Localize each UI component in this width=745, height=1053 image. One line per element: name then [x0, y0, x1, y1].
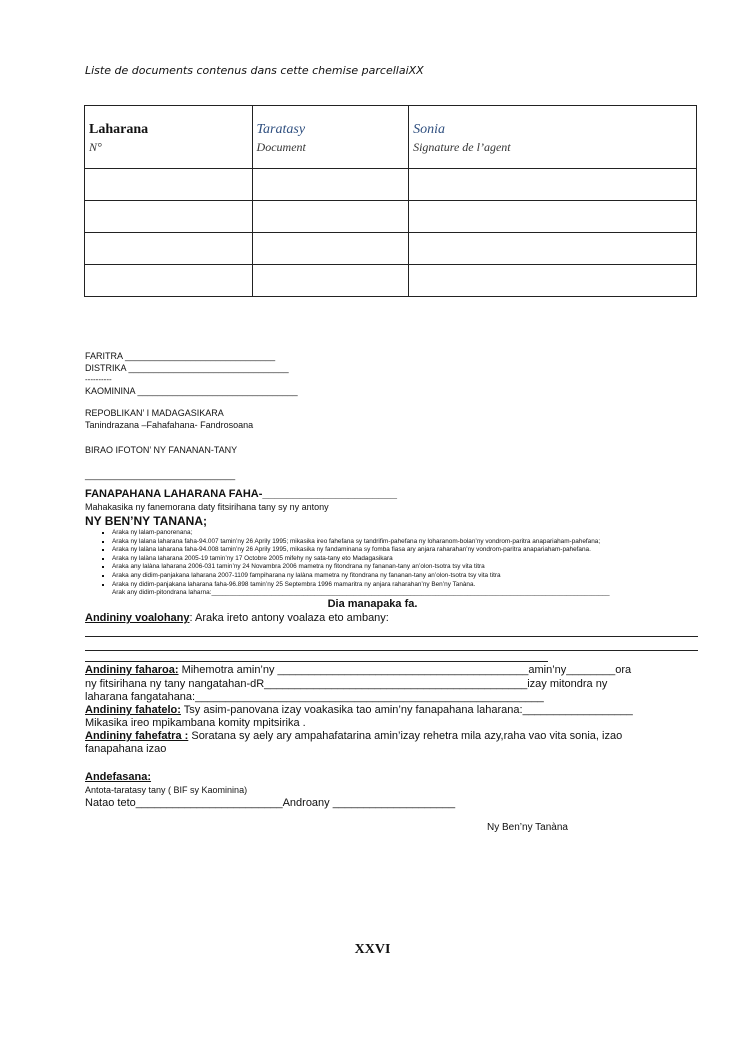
distrika-line: DISTRIKA ________________________________: [85, 363, 289, 373]
table-row: [85, 201, 697, 233]
decree-subtitle: Mahakasika ny fanemorana daty fitsirihana tany sy ny antony: [85, 502, 329, 512]
article-text: Tsy asim-panovana izay voakasika tao amin’ny fanapahana laharana:__________________: [180, 704, 633, 716]
table-cell[interactable]: [85, 265, 253, 297]
article-text: : Araka ireto antony voalaza eto ambany:: [189, 612, 389, 624]
article-3-continued: Mikasika ireo mpikambana komity mpitsirika .: [85, 717, 306, 729]
header-cell-number: [85, 106, 253, 169]
documents-table: [84, 105, 697, 297]
dashes: ----------: [85, 375, 112, 384]
list-item: ▪ Araka ny lalàna laharana 2005-19 tamin’ny 17 Octobre 2005 mifehy ny sata-tany eto Madagasikara: [112, 555, 712, 564]
header-main: Taratasy: [256, 122, 306, 137]
header-main: Laharana: [89, 122, 149, 137]
header-main: Sonia: [413, 122, 445, 137]
article-4-continued: fanapahana izao: [85, 743, 167, 755]
header-cell-signature: [409, 106, 697, 169]
table-row: [85, 233, 697, 265]
table-cell[interactable]: [409, 169, 697, 201]
signed-at-line: Natao teto________________________Androany ____________________: [85, 797, 456, 809]
annex-title: Andefasana:: [85, 771, 152, 783]
table-cell[interactable]: [85, 233, 253, 265]
legal-references-list: [100, 529, 712, 598]
decree-title: FANAPAHANA LAHARANA FAHA-______________________: [85, 488, 398, 500]
table-cell[interactable]: [252, 201, 409, 233]
article-1: [85, 612, 389, 624]
list-item: ▪ Araka any lalàna laharana 2006-031 tamin’ny 24 Novambra 2006 mametra ny fitondrana ny fananan-tany an’olon-tsotra tsy vita titra: [112, 563, 712, 572]
motto: Tanindrazana –Fahafahana- Fandrosoana: [85, 420, 254, 430]
republic-name: REPOBLIKAN’ I MADAGASIKARA: [85, 408, 224, 418]
signature-title: Ny Ben’ny Tanàna: [487, 822, 568, 833]
list-item: ▪ Araka ny lalàna laharana faha-94.008 tamin’ny 26 Aprily 1995, mikasika ny fandaminana sy fomba fiasa ary anjara raharahan’ny vondrom-paritra anapariaham-pahefana.: [112, 546, 712, 555]
list-item: ▪ Araka ny didim-panjakana laharana faha-96.898 tamin’ny 25 Septembra 1996 mamaritra ny anjara raharahan’ny Ben’ny Tanàna.: [112, 581, 712, 590]
list-item: ▪ Araka ny lalam-panorenana;: [112, 529, 712, 538]
header-cell-document: [252, 106, 409, 169]
authority-title: NY BEN’NY TANANA;: [85, 514, 208, 528]
table-cell[interactable]: [409, 233, 697, 265]
blank-line: [85, 636, 698, 637]
table-cell[interactable]: [252, 265, 409, 297]
article-label: Andininy faharoa:: [85, 664, 179, 676]
article-3: [85, 704, 633, 716]
article-label: Andininy fahefatra :: [85, 730, 189, 742]
table-row: [85, 169, 697, 201]
header-sub: Signature de l’agent: [413, 140, 511, 154]
table-cell[interactable]: [85, 169, 253, 201]
page-number: XXVI: [354, 942, 391, 957]
office-underline: ______________________________: [85, 470, 236, 480]
table-header-row: [85, 106, 697, 169]
blank-line: [85, 661, 548, 662]
article-text: Soratana sy aely ary ampahafatarina amin’izay rehetra mila azy,raha vao vita sonia, izao: [188, 730, 623, 742]
office-name: BIRAO IFOTON’ NY FANANAN-TANY: [85, 445, 238, 455]
list-item: ▪ Araka any didim-panjakana laharana 2007-1109 fampiharana ny lalàna mametra ny fitondrana ny fananan-tany an’olon-tsotra tsy vita titra: [112, 572, 712, 581]
table-cell[interactable]: [85, 201, 253, 233]
table-row: [85, 265, 697, 297]
kaominina-line: KAOMININA ________________________________: [85, 386, 298, 396]
article-2-continued: ny fitsirihana ny tany nangatahan-dR___________________________________________izay mitondra ny: [85, 678, 608, 690]
article-4: [85, 730, 622, 742]
faritra-line: FARITRA ______________________________: [85, 351, 276, 361]
header-sub: N°: [89, 140, 102, 154]
article-text: Mihemotra amin’ny _________________________________________amin’ny________ora: [178, 664, 632, 676]
decree-statement: Dia manapaka fa.: [327, 598, 418, 610]
table-cell[interactable]: [252, 169, 409, 201]
annex-text: Antota-taratasy tany ( BIF sy Kaominina): [85, 785, 248, 795]
list-item: ▪ Arak any didim-pitondrana laharna:________________________________________________________________________________________________________________: [112, 589, 695, 598]
article-2-continued: laharana fangatahana:_________________________________________________________: [85, 691, 544, 703]
article-label: Andininy fahatelo:: [85, 704, 181, 716]
article-2: [85, 664, 631, 676]
list-item: ▪ Araka ny lalana laharana faha-94.007 tamin’ny 26 Aprily 1995; mikasika ireo fahefana sy tandrifim-pahefana ny loharanom-bolan’ny vondrom-paritra anapariaham-pahefana;: [112, 538, 712, 547]
page-header: Liste de documents contenus dans cette chemise parcellaiXX: [85, 64, 424, 77]
table-cell[interactable]: [252, 233, 409, 265]
article-label: Andininy voalohany: [85, 612, 190, 624]
header-sub: Document: [256, 140, 306, 154]
blank-line: [85, 650, 698, 651]
table-cell[interactable]: [409, 265, 697, 297]
table-cell[interactable]: [409, 201, 697, 233]
